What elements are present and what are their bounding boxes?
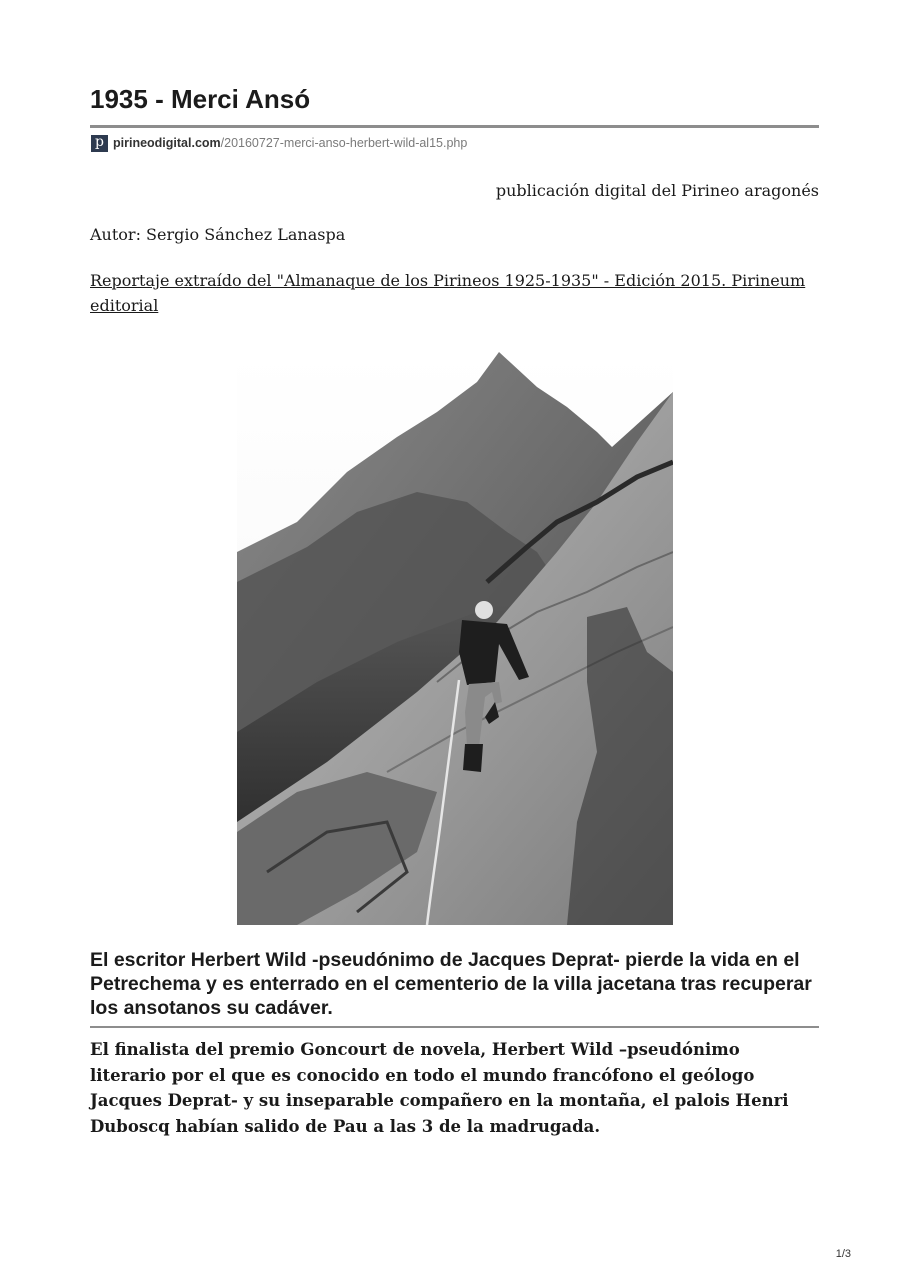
source-credit-link[interactable]: Reportaje extraído del "Almanaque de los Pirineos 1925-1935" - Edición 2015. Pirineum editorial xyxy=(90,271,806,315)
page-number: 1/3 xyxy=(835,1248,851,1260)
source-line[interactable] xyxy=(91,134,467,152)
site-logo-icon: p xyxy=(91,135,108,152)
intro-paragraph: El finalista del premio Goncourt de novela, Herbert Wild –pseudónimo literario por el que es conocido en todo el mundo francófono el geólogo Jacques Deprat- y su inseparable compañero en la montaña, el palois Henri Duboscq habían salido de Pau a las 3 de la madrugada. xyxy=(90,1040,789,1136)
article-title: 1935 - Merci Ansó xyxy=(90,84,311,114)
source-url[interactable] xyxy=(113,136,467,150)
publication-tagline: publicación digital del Pirineo aragonés xyxy=(495,181,819,200)
climber-photo xyxy=(237,352,673,925)
lead-paragraph: El escritor Herbert Wild -pseudónimo de Jacques Deprat- pierde la vida en el Petrechema y es enterrado en el cementerio de la villa jacetana tras recuperar los ansotanos su cadáver. xyxy=(90,949,812,1019)
lead-divider xyxy=(90,1026,819,1028)
title-divider xyxy=(90,125,819,128)
source-domain: pirineodigital.com xyxy=(113,136,221,150)
source-path: /20160727-merci-anso-herbert-wild-al15.php xyxy=(220,136,468,150)
author-line: Autor: Sergio Sánchez Lanaspa xyxy=(90,225,346,244)
